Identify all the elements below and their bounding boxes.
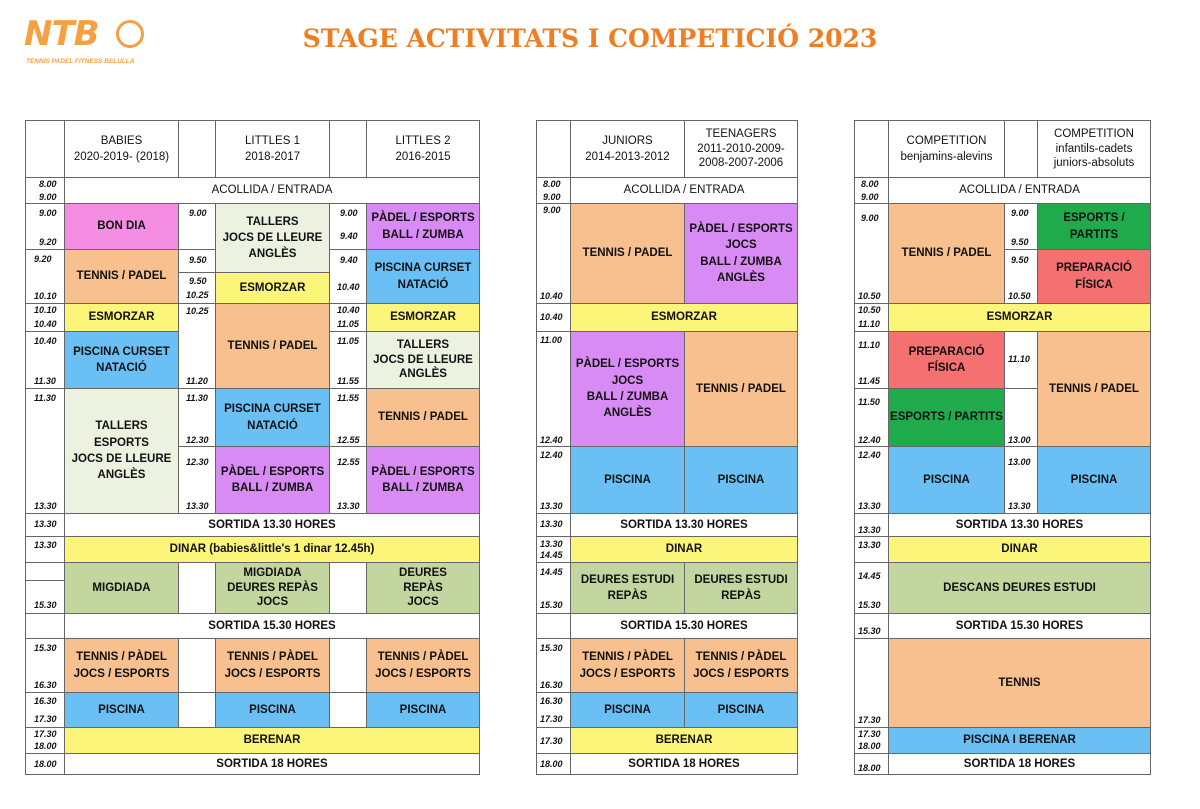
juniors-deures: DEURES ESTUDI REPÀS bbox=[570, 562, 685, 614]
spacer-cell bbox=[329, 692, 367, 728]
littles2-esmorzar: ESMORZAR bbox=[366, 303, 480, 332]
time-cell: 13.30 bbox=[25, 513, 65, 537]
time-header-cell bbox=[854, 120, 889, 178]
header-competition-1: COMPETITION benjamins-alevins bbox=[888, 120, 1005, 178]
time-cell: 9.00 10.40 bbox=[536, 203, 571, 304]
time-cell: 18.00 bbox=[536, 753, 571, 775]
time-cell: 11.50 12.40 bbox=[854, 388, 889, 447]
l1-time-cell: 9.00 bbox=[178, 203, 216, 250]
spacer-cell bbox=[329, 562, 367, 614]
time-cell: 9.20 10.10 bbox=[25, 249, 65, 304]
time-cell: 16.30 17.30 bbox=[536, 692, 571, 728]
time-cell: 12.40 13.30 bbox=[854, 446, 889, 514]
littles1-migdiada: MIGDIADA DEURES REPÀS JOCS bbox=[215, 562, 330, 614]
time-cell: 8.00 9.00 bbox=[536, 177, 571, 204]
time-cell: 14.45 15.30 bbox=[536, 562, 571, 614]
c-time-cell: 13.00 13.30 bbox=[1004, 446, 1038, 514]
comp2-preparacio-fisica: PREPARACIÓ FÍSICA bbox=[1037, 249, 1151, 304]
time-cell: 12.40 13.30 bbox=[536, 446, 571, 514]
comp1-tennis-padel: TENNIS / PADEL bbox=[888, 203, 1005, 304]
dinar-row: DINAR bbox=[888, 536, 1151, 563]
babies-migdiada: MIGDIADA bbox=[64, 562, 179, 614]
header-littles2: LITTLES 2 2016-2015 bbox=[366, 120, 480, 178]
sortida-1330-row: SORTIDA 13.30 HORES bbox=[64, 513, 480, 537]
babies-tallers: TALLERS ESPORTS JOCS DE LLEURE ANGLÈS bbox=[64, 388, 179, 514]
comp2-piscina: PISCINA bbox=[1037, 446, 1151, 514]
littles2-piscina-curset: PISCINA CURSET NATACIÓ bbox=[366, 249, 480, 304]
spacer-cell bbox=[178, 638, 216, 693]
dinar-row: DINAR bbox=[570, 536, 798, 563]
header-teenagers: TEENAGERS 2011-2010-2009- 2008-2007-2006 bbox=[684, 120, 798, 178]
sortida-18-row: SORTIDA 18 HORES bbox=[64, 753, 480, 775]
babies-tennis-padel: TENNIS / PADEL bbox=[64, 249, 179, 304]
berenar-row: BERENAR bbox=[64, 727, 480, 754]
littles1-piscina-curset: PISCINA CURSET NATACIÓ bbox=[215, 388, 330, 447]
littles2-piscina-pm: PISCINA bbox=[366, 692, 480, 728]
teenagers-tennis-padel-pm: TENNIS / PÀDEL JOCS / ESPORTS bbox=[684, 638, 798, 693]
l2-time-cell: 9.40 10.40 bbox=[329, 249, 367, 304]
spacer-cell bbox=[178, 562, 216, 614]
littles1-tallers: TALLERS JOCS DE LLEURE ANGLÈS bbox=[215, 203, 330, 273]
ntb-logo bbox=[24, 14, 154, 74]
juniors-tennis-padel: TENNIS / PADEL bbox=[570, 203, 685, 304]
time-cell: 17.30 bbox=[854, 638, 889, 728]
time-cell: 13.30 bbox=[536, 513, 571, 537]
l2-time-cell: 12.55 13.30 bbox=[329, 446, 367, 514]
l1-time-cell: 11.30 12.30 bbox=[178, 388, 216, 447]
comp1-piscina: PISCINA bbox=[888, 446, 1005, 514]
time-cell: 18.00 bbox=[25, 753, 65, 775]
header-babies: BABIES 2020-2019- (2018) bbox=[64, 120, 179, 178]
time-cell: 17.30 18.00 bbox=[854, 727, 889, 754]
logo-text: NTB bbox=[24, 14, 99, 54]
l2-time-cell: 11.55 12.55 bbox=[329, 388, 367, 447]
esmorzar-row: ESMORZAR bbox=[888, 303, 1151, 332]
spacer-cell bbox=[178, 692, 216, 728]
header-spacer bbox=[178, 120, 216, 178]
sortida-1330-row: SORTIDA 13.30 HORES bbox=[570, 513, 798, 537]
header-spacer bbox=[329, 120, 367, 178]
piscina-berenar-row: PISCINA I BERENAR bbox=[888, 727, 1151, 754]
l1-time-cell: 9.50 bbox=[178, 249, 216, 273]
time-cell: 10.40 11.30 bbox=[25, 331, 65, 389]
l1-time-cell: 12.30 13.30 bbox=[178, 446, 216, 514]
time-cell: 8.00 9.00 bbox=[854, 177, 889, 204]
spacer-cell bbox=[329, 638, 367, 693]
time-cell: 14.45 15.30 bbox=[854, 562, 889, 614]
c-time-cell: 11.10 bbox=[1004, 331, 1038, 389]
littles2-deures: DEURES REPÀS JOCS bbox=[366, 562, 480, 614]
l2-time-cell: 9.00 9.40 bbox=[329, 203, 367, 250]
time-cell: 16.30 17.30 bbox=[25, 692, 65, 728]
time-cell: 10.10 10.40 bbox=[25, 303, 65, 332]
babies-esmorzar: ESMORZAR bbox=[64, 303, 179, 332]
time-cell: 13.30 bbox=[854, 536, 889, 563]
time-cell: 11.00 12.40 bbox=[536, 331, 571, 447]
time-cell bbox=[25, 562, 65, 581]
babies-piscina-curset: PISCINA CURSET NATACIÓ bbox=[64, 331, 179, 389]
time-cell: 11.10 11.45 bbox=[854, 331, 889, 389]
time-cell: 15.30 16.30 bbox=[536, 638, 571, 693]
acollida-row: ACOLLIDA / ENTRADA bbox=[64, 177, 480, 204]
babies-piscina-pm: PISCINA bbox=[64, 692, 179, 728]
juniors-tennis-padel-pm: TENNIS / PÀDEL JOCS / ESPORTS bbox=[570, 638, 685, 693]
littles2-tennis-padel-pm: TENNIS / PÀDEL JOCS / ESPORTS bbox=[366, 638, 480, 693]
time-cell: 15.30 bbox=[25, 580, 65, 614]
header-littles1: LITTLES 1 2018-2017 bbox=[215, 120, 330, 178]
teenagers-piscina-pm: PISCINA bbox=[684, 692, 798, 728]
teenagers-deures: DEURES ESTUDI REPÀS bbox=[684, 562, 798, 614]
esmorzar-row: ESMORZAR bbox=[570, 303, 798, 332]
dinar-row: DINAR (babies&little's 1 dinar 12.45h) bbox=[64, 536, 480, 563]
littles2-padel-esports-2: PÀDEL / ESPORTS BALL / ZUMBA bbox=[366, 446, 480, 514]
teenagers-tennis-padel: TENNIS / PADEL bbox=[684, 331, 798, 447]
header-competition-2: COMPETITION infantils-cadets juniors-absoluts bbox=[1037, 120, 1151, 178]
time-cell: 8.00 9.00 bbox=[25, 177, 65, 204]
littles1-esmorzar: ESMORZAR bbox=[215, 272, 330, 304]
littles1-piscina-pm: PISCINA bbox=[215, 692, 330, 728]
time-cell: 13.30 14.45 bbox=[536, 536, 571, 563]
l2-time-cell: 11.05 11.55 bbox=[329, 331, 367, 389]
comp2-tennis-padel: TENNIS / PADEL bbox=[1037, 331, 1151, 447]
acollida-row: ACOLLIDA / ENTRADA bbox=[888, 177, 1151, 204]
time-cell: 13.30 bbox=[854, 513, 889, 537]
sortida-1330-row: SORTIDA 13.30 HORES bbox=[888, 513, 1151, 537]
time-cell: 11.30 13.30 bbox=[25, 388, 65, 514]
babies-tennis-padel-pm: TENNIS / PÀDEL JOCS / ESPORTS bbox=[64, 638, 179, 693]
logo-subtitle: TENNIS PADEL FITNESS BELULLA bbox=[26, 58, 135, 65]
time-cell: 15.30 16.30 bbox=[25, 638, 65, 693]
time-cell: 18.00 bbox=[854, 753, 889, 775]
time-cell: 9.00 10.50 bbox=[854, 203, 889, 304]
comp2-esports-partits: ESPORTS / PARTITS bbox=[1037, 203, 1151, 250]
acollida-row: ACOLLIDA / ENTRADA bbox=[570, 177, 798, 204]
juniors-padel-esports: PÀDEL / ESPORTS JOCS BALL / ZUMBA ANGLÈS bbox=[570, 331, 685, 447]
descans-deures-row: DESCANS DEURES ESTUDI bbox=[888, 562, 1151, 614]
babies-bon-dia: BON DIA bbox=[64, 203, 179, 250]
l2-time-cell: 10.40 11.05 bbox=[329, 303, 367, 332]
berenar-row: BERENAR bbox=[570, 727, 798, 754]
sortida-1530-row: SORTIDA 15.30 HORES bbox=[888, 613, 1151, 639]
time-cell bbox=[536, 613, 571, 639]
littles2-tennis-padel: TENNIS / PADEL bbox=[366, 388, 480, 447]
teenagers-padel-esports: PÀDEL / ESPORTS JOCS BALL / ZUMBA ANGLÈS bbox=[684, 203, 798, 304]
sortida-1530-row: SORTIDA 15.30 HORES bbox=[570, 613, 798, 639]
l1-time-cell: 10.25 11.20 bbox=[178, 303, 216, 389]
time-cell: 17.30 18.00 bbox=[25, 727, 65, 754]
page-title: STAGE ACTIVITATS I COMPETICIÓ 2023 bbox=[302, 24, 878, 53]
time-header-cell bbox=[536, 120, 571, 178]
littles1-padel-esports: PÀDEL / ESPORTS BALL / ZUMBA bbox=[215, 446, 330, 514]
header-spacer bbox=[1004, 120, 1038, 178]
littles2-padel-esports: PÀDEL / ESPORTS BALL / ZUMBA bbox=[366, 203, 480, 250]
juniors-piscina: PISCINA bbox=[570, 446, 685, 514]
time-header-cell bbox=[25, 120, 65, 178]
c-time-cell: 13.00 bbox=[1004, 388, 1038, 447]
tennis-row: TENNIS bbox=[888, 638, 1151, 728]
sortida-18-row: SORTIDA 18 HORES bbox=[888, 753, 1151, 775]
time-cell: 15.30 bbox=[854, 613, 889, 639]
time-cell: 9.00 9.20 bbox=[25, 203, 65, 250]
tennis-ball-icon bbox=[116, 20, 144, 48]
teenagers-piscina: PISCINA bbox=[684, 446, 798, 514]
l1-time-cell: 9.50 10.25 bbox=[178, 272, 216, 304]
comp1-preparacio-fisica: PREPARACIÓ FÍSICA bbox=[888, 331, 1005, 389]
littles1-tennis-padel-pm: TENNIS / PÀDEL JOCS / ESPORTS bbox=[215, 638, 330, 693]
comp1-esports-partits: ESPORTS / PARTITS bbox=[888, 388, 1005, 447]
littles2-tallers: TALLERS JOCS DE LLEURE ANGLÈS bbox=[366, 331, 480, 389]
c-time-cell: 9.50 10.50 bbox=[1004, 249, 1038, 304]
time-cell: 10.40 bbox=[536, 303, 571, 332]
c-time-cell: 9.00 9.50 bbox=[1004, 203, 1038, 250]
header-juniors: JUNIORS 2014-2013-2012 bbox=[570, 120, 685, 178]
time-cell bbox=[25, 613, 65, 639]
littles1-tennis-padel: TENNIS / PADEL bbox=[215, 303, 330, 389]
time-cell: 17.30 bbox=[536, 727, 571, 754]
time-cell: 13.30 bbox=[25, 536, 65, 563]
sortida-18-row: SORTIDA 18 HORES bbox=[570, 753, 798, 775]
time-cell: 10.50 11.10 bbox=[854, 303, 889, 332]
juniors-piscina-pm: PISCINA bbox=[570, 692, 685, 728]
sortida-1530-row: SORTIDA 15.30 HORES bbox=[64, 613, 480, 639]
